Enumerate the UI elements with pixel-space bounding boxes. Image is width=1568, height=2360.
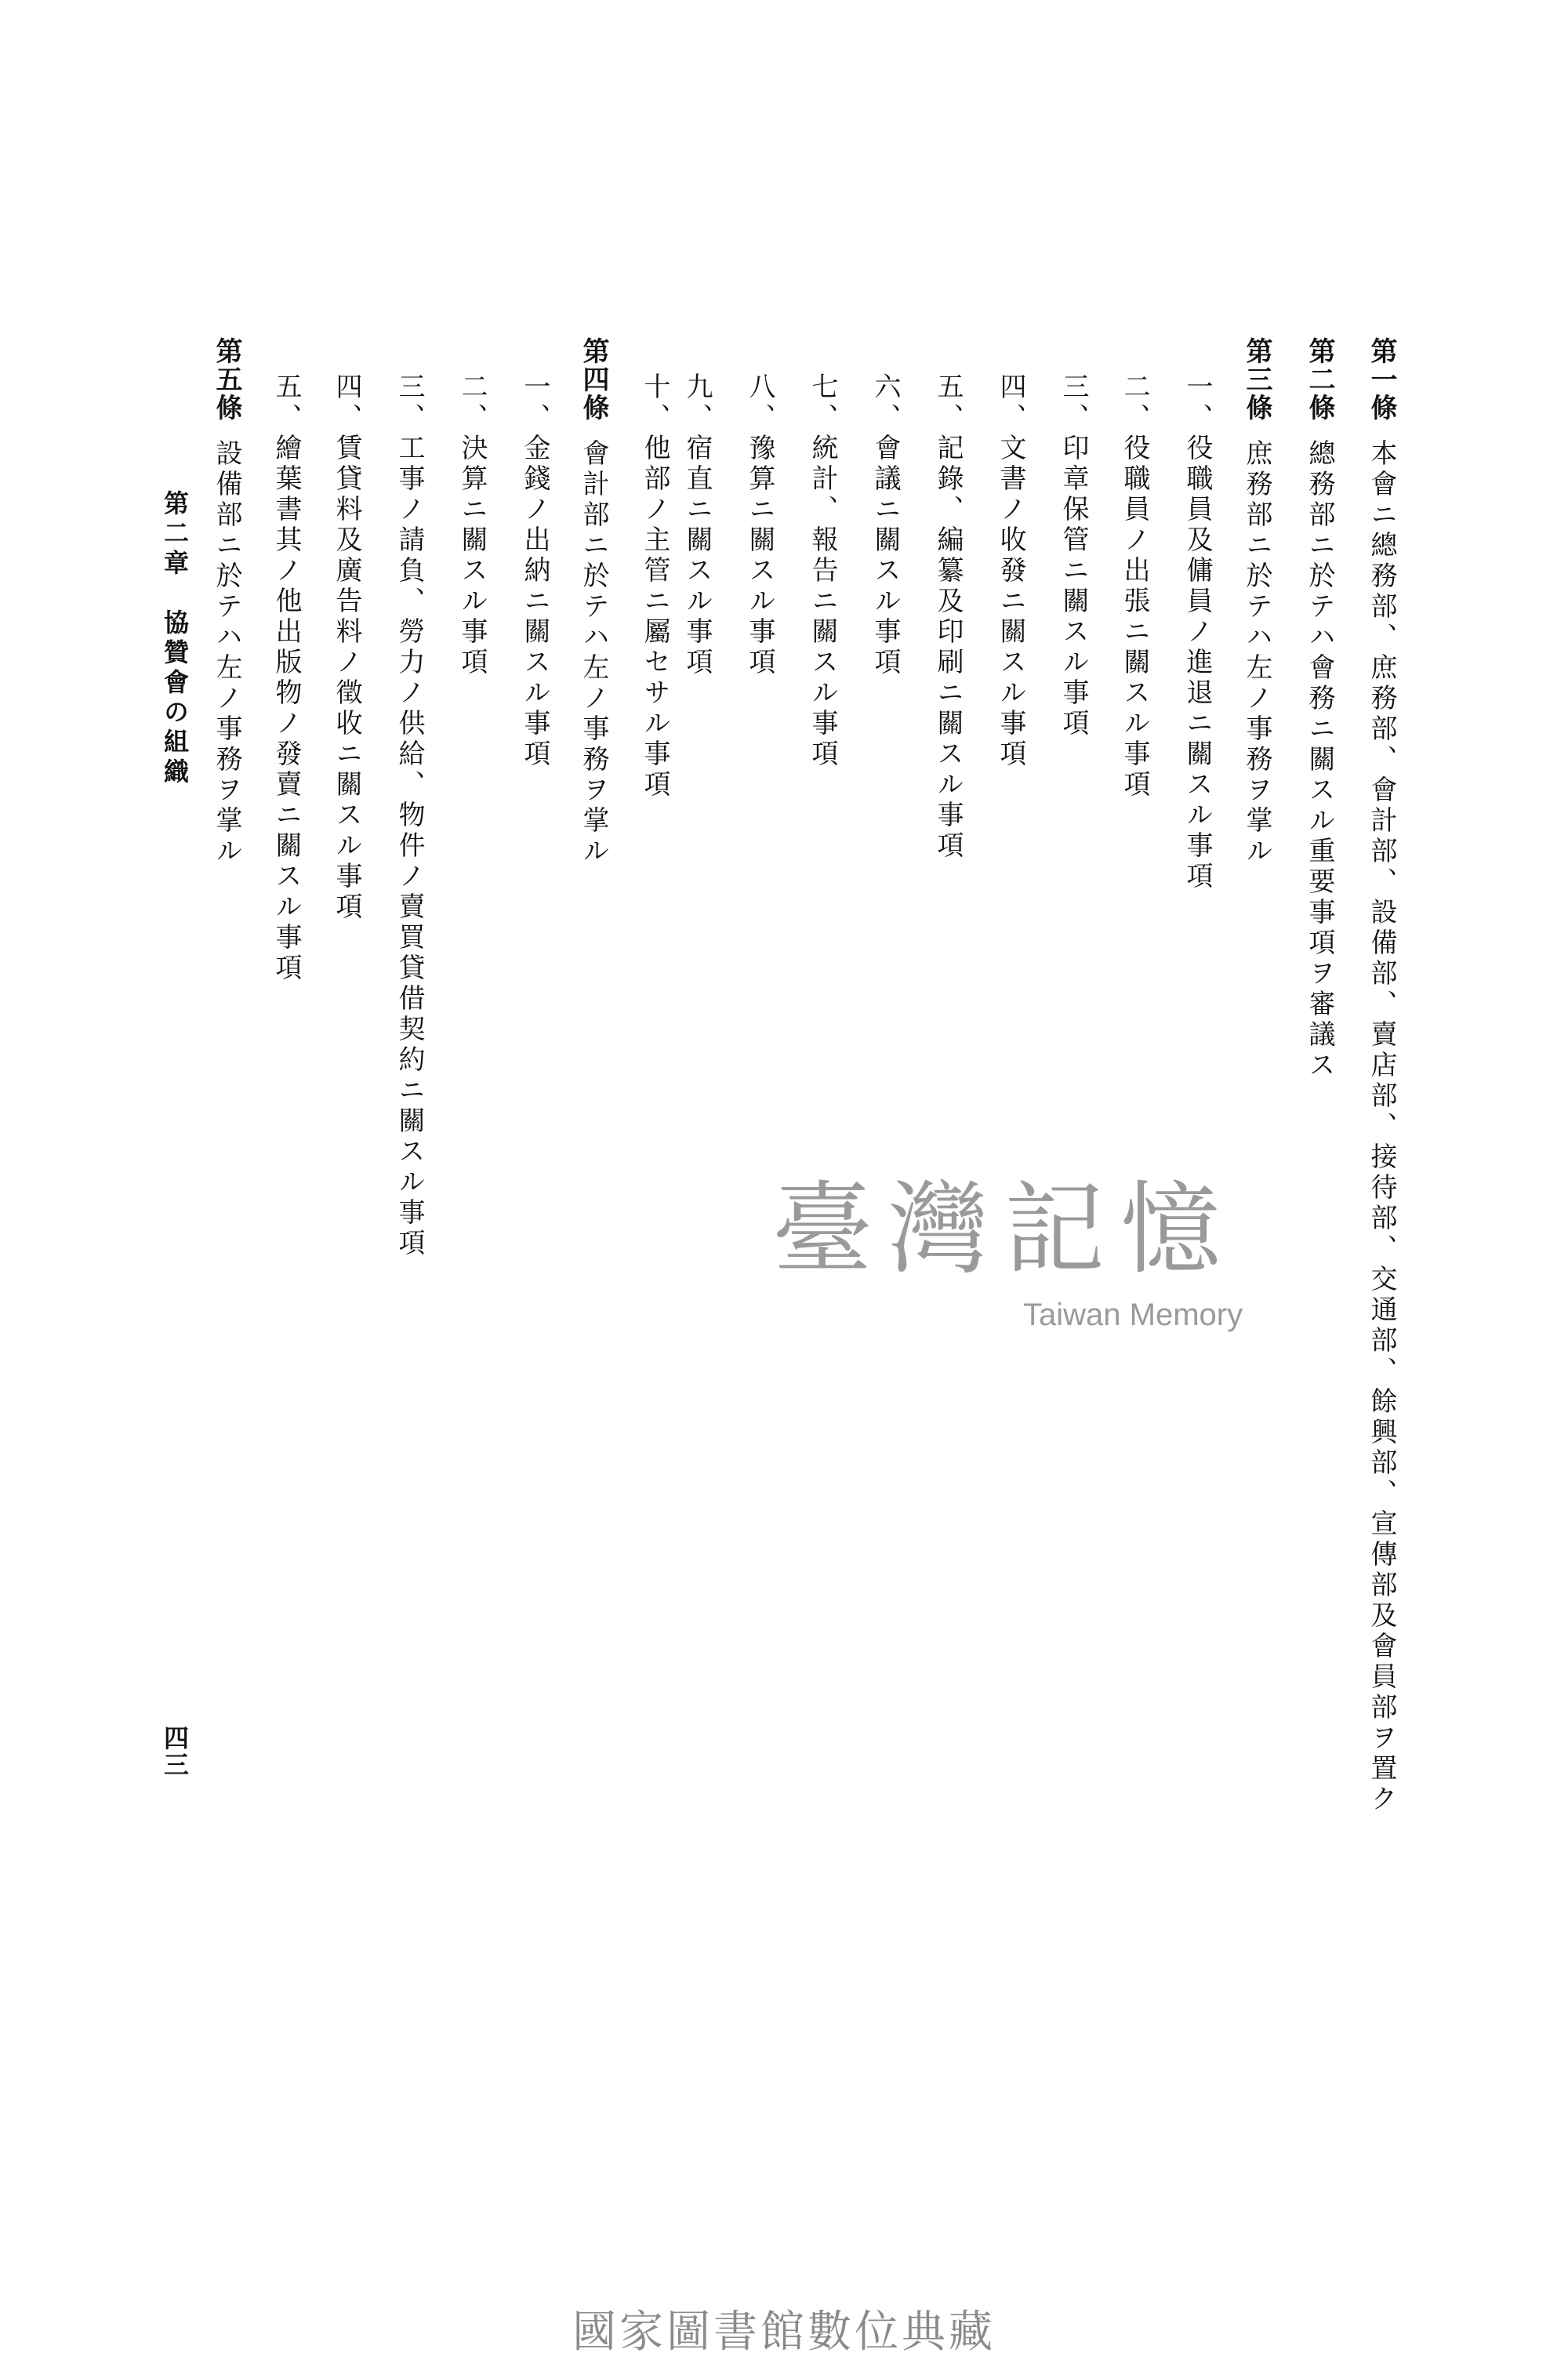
item-acct-1 [521, 372, 548, 770]
item-label: 三、 [394, 372, 425, 434]
article-4 [580, 337, 607, 867]
item-acct-3 [396, 372, 423, 1259]
item-label: 五、 [932, 372, 964, 434]
item-4 [997, 372, 1024, 770]
item-5 [932, 372, 964, 862]
article-2 [1306, 337, 1333, 1081]
page-number: 四三 [160, 1725, 190, 1778]
item-text: 賃貸料及廣告料ノ徵收ニ關スル事項 [331, 434, 362, 923]
article-label: 第五條 [211, 337, 242, 422]
item-label: 九、 [681, 372, 713, 434]
item-text: 工事ノ請負、勞力ノ供給、物件ノ賣買貸借契約ニ關スル事項 [394, 434, 425, 1259]
item-text: 役職員ノ出張ニ關スル事項 [1119, 434, 1150, 801]
article-label: 第二條 [1304, 337, 1335, 422]
footer-brand: 國家圖書館數位典藏 [572, 2307, 996, 2358]
item-label: 四、 [331, 372, 362, 434]
watermark-subtitle: Taiwan Memory [1023, 1298, 1243, 1332]
item-text: 印章保管ニ關スル事項 [1058, 434, 1089, 739]
item-text: 文書ノ收發ニ關スル事項 [995, 434, 1026, 770]
item-acct-2 [456, 372, 488, 678]
watermark [772, 1171, 1290, 1360]
article-text: 會計部ニ於テハ左ノ事務ヲ掌ル [578, 439, 609, 867]
article-1 [1368, 337, 1395, 1815]
item-3 [1060, 372, 1087, 739]
item-text: 記錄、編纂及印刷ニ關スル事項 [932, 434, 964, 862]
item-label: 二、 [456, 372, 488, 434]
item-7 [809, 372, 836, 770]
item-label: 六、 [869, 372, 901, 434]
item-9 [681, 372, 713, 678]
item-text: 宿直ニ關スル事項 [681, 434, 713, 678]
item-2 [1121, 372, 1148, 801]
item-6 [869, 372, 901, 678]
article-label: 第三條 [1241, 337, 1272, 422]
article-text: 總務部ニ於テハ會務ニ關スル重要事項ヲ審議ス [1304, 439, 1335, 1081]
item-label: 二、 [1119, 372, 1150, 434]
item-label: 十、 [639, 372, 670, 434]
article-text: 庶務部ニ於テハ左ノ事務ヲ掌ル [1241, 439, 1272, 867]
article-3 [1243, 337, 1270, 867]
item-1 [1181, 372, 1213, 892]
article-text: 設備部ニ於テハ左ノ事務ヲ掌ル [211, 439, 242, 867]
item-label: 八、 [744, 372, 775, 434]
item-label: 一、 [519, 372, 550, 434]
item-label: 一、 [1181, 372, 1213, 434]
item-text: 豫算ニ關スル事項 [744, 434, 775, 678]
article-label: 第四條 [578, 337, 609, 422]
article-label: 第一條 [1366, 337, 1397, 422]
item-label: 七、 [807, 372, 838, 434]
article-text: 本會ニ總務部、庶務部、會計部、設備部、賣店部、接待部、交通部、餘興部、宣傳部及會員部ヲ置ク [1366, 439, 1397, 1815]
item-text: 統計、報告ニ關スル事項 [807, 434, 838, 770]
item-10 [641, 372, 668, 801]
item-text: 役職員及傭員ノ進退ニ關スル事項 [1181, 434, 1213, 892]
item-acct-4 [333, 372, 360, 923]
item-label: 五、 [270, 372, 302, 434]
article-5 [213, 337, 240, 867]
item-text: 決算ニ關スル事項 [456, 434, 488, 678]
item-text: 金錢ノ出納ニ關スル事項 [519, 434, 550, 770]
item-label: 四、 [995, 372, 1026, 434]
item-text: 他部ノ主管ニ屬セサル事項 [639, 434, 670, 801]
item-acct-5 [270, 372, 302, 984]
item-label: 三、 [1058, 372, 1089, 434]
item-8 [746, 372, 773, 678]
item-text: 繪葉書其ノ他出版物ノ發賣ニ關スル事項 [270, 434, 302, 984]
chapter-header: 第二章 協贊會の組織 [160, 490, 190, 788]
item-text: 會議ニ關スル事項 [869, 434, 901, 678]
watermark-logo-text: 臺灣記憶 [772, 1171, 1237, 1288]
